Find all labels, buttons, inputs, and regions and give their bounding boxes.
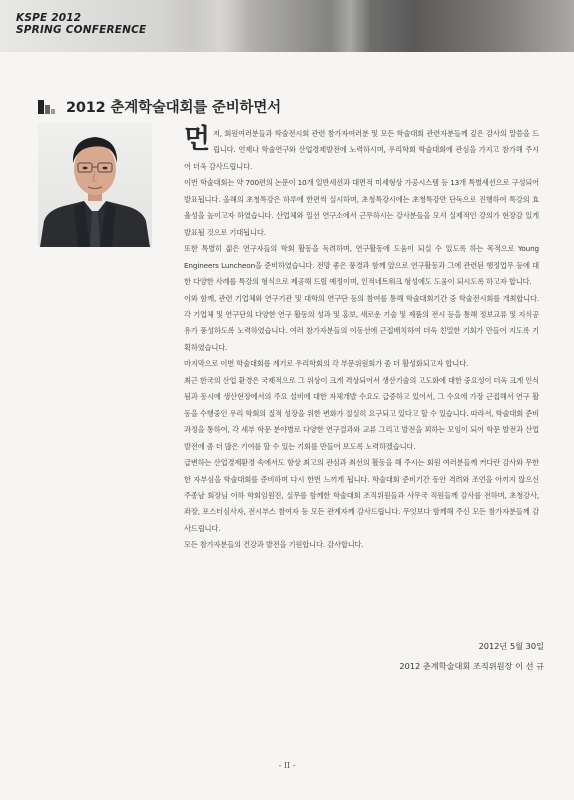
- chairman-portrait: [38, 123, 152, 247]
- letter-paragraph: 급변하는 산업경제환경 속에서도 항상 최고의 관심과 최선의 활동을 해 주시는 회원 여러분들께 커다란 감사와 무한한 자부심을 학술대회를 준비하며 다시 한번 느끼게 됩니다. 학술대회 준비기간 동안 격려와 조언을 아끼지 않으신 주종남 회장님 이하 학회임원진, 실무를 함께한 학술대회 조직위원들과 사무국 직원들께 감사를 전하며, 초청강사, 좌장, 포스터심사자, 전시부스 참여자 등 모든 관계자께 감사드립니다. 무엇보다 함께해 주신 모든 참가자분들께 감사드립니다.: [184, 458, 539, 533]
- conference-title-line1: KSPE 2012: [16, 12, 82, 24]
- letter-paragraph: 마지막으로 이번 학술대회를 계기로 우리학회의 각 부문위원회가 좀 더 활성화되고자 합니다.: [184, 359, 469, 369]
- conference-title: [16, 12, 146, 36]
- conference-title-line2: SPRING CONFERENCE: [16, 24, 147, 36]
- drop-cap: 먼: [184, 124, 210, 155]
- signature-block: [399, 636, 544, 676]
- letter-paragraph: 최근 한국의 산업 환경은 국제적으로 그 위상이 크게 격상되어서 생산기술의 고도화에 대한 중요성이 더욱 크게 인식됨과 동시에 생산현장에서의 주요 설비에 대한 자체개발 수요도 급증하고 있어서, 그 수요에 가장 근접해서 연구 활동을 수행중인 우리 학회의 질적 성장을 위한 변화가 절실히 요구되고 있다고 할 수 있습니다. 따라서, 학술대회 준비과정을 통하여, 각 세부 학문 분야별로 다양한 연구결과와 교류 그리고 발전을 꾀하는 모임이 되어 학문 발전과 산업 발전에 좀 더 많은 기여를 할 수 있는 기회를 만들어 보도록 노력하겠습니다.: [184, 375, 539, 451]
- banner-light-streak: [330, 0, 370, 52]
- page-number: - II -: [278, 761, 296, 770]
- letter-paragraph: 또한 특별히 젊은 연구자들의 학회 활동을 독려하며, 연구활동에 도움이 되실 수 있도록 하는 목적으로 Young Engineers Luncheon을 준비하였습니다. 전망 좋은 풍경과 함께 앞으로 연구활동과 그에 관련된 행정업무 등에 대한 다양한 사례를 특강의 형식으로 제공해 드릴 예정이며, 인적네트워크 형성에도 도움이 되시도록 하고자 합니다.: [184, 244, 539, 287]
- page-title: 2012 춘계학술대회를 준비하면서: [66, 100, 281, 116]
- letter-body: [184, 126, 539, 554]
- paragraph-text: 저, 회원여러분들과 학술전시회 관련 참가자여러분 및 모든 학술대회 관련자분들께 깊은 감사의 말씀을 드립니다. 언제나 학술연구와 산업경제발전에 노력하시며, 우리학회 학술대회에 관심을 가지고 참가해 주시어 더욱 감사드립니다.: [184, 129, 539, 171]
- section-heading: [38, 96, 281, 117]
- banner-light-streak: [190, 0, 250, 52]
- letter-paragraph: 이와 함께, 관련 기업체와 연구기관 및 대학의 연구단 등의 참여를 통해 학술대회기간 중 학술전시회를 개최합니다. 각 기업체 및 연구단의 다양한 연구 활동의 성과 및 홍보, 새로운 기술 및 제품의 전시 등을 통해 정보교류 및 지식공유가 풍성하도록 노력하였습니다. 여러 참가자분들의 이동선에 근접배치하여 더욱 친밀한 기회가 만들어 지도록 기획하였습니다.: [184, 293, 539, 352]
- header-banner: [0, 0, 574, 52]
- letter-date: 2012년 5월 30일: [478, 641, 544, 651]
- letter-paragraph: [184, 126, 539, 175]
- signer-name: 2012 춘계학술대회 조직위원장 이 선 규: [399, 661, 544, 671]
- letter-paragraph: 모든 참가자분들의 건강과 발전을 기원합니다. 감사합니다.: [184, 540, 364, 550]
- letter-paragraph: 이번 학술대회는 약 700편의 논문이 10개 일반세션과 대면적 미세형상 가공시스템 등 13개 특별세션으로 구성되어 발표됩니다. 올해의 초청특강은 하루에 한편씩 실시하며, 초청특강시에는 초청특강만 단독으로 진행하여 특강의 효율성을 높이고자 하였습니다. 산업체와 일선 연구소에서 근무하시는 강사분들을 모셔 실제적인 강의가 현장감 있게 발표될 것으로 기대됩니다.: [184, 178, 539, 237]
- heading-marker-icon: [38, 100, 60, 114]
